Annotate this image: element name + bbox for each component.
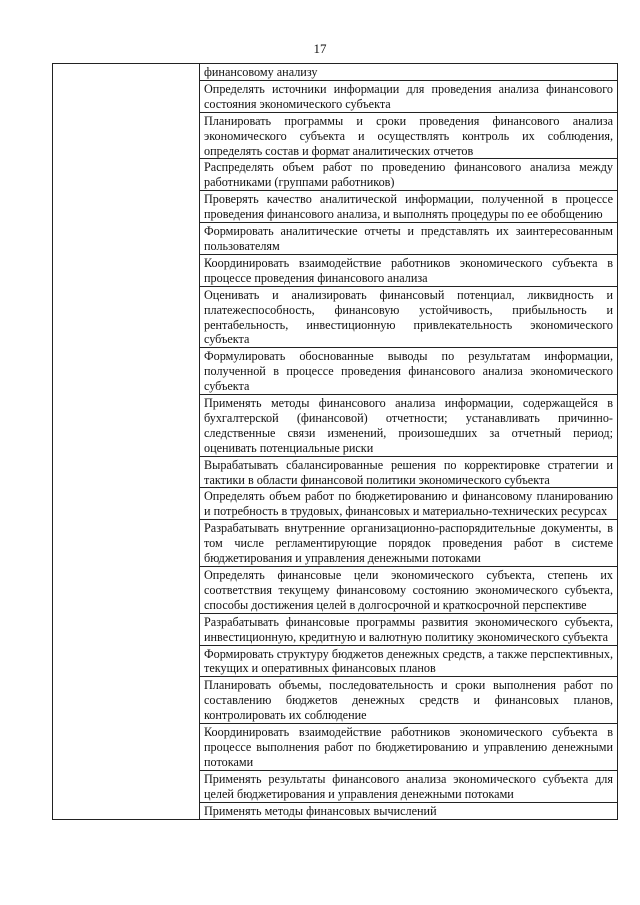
table-cell	[200, 520, 618, 567]
row-text: Определять источники информации для проведения анализа финансового состояния экономического субъекта	[204, 81, 613, 111]
table-cell	[200, 223, 618, 255]
row-text: Координировать взаимодействие работников экономического субъекта в процессе выполнения работ по бюджетированию и управлению денежными потоками	[204, 725, 613, 769]
row-text: Формировать структуру бюджетов денежных средств, а также перспективных, текущих и оперативных финансовых планов	[204, 646, 613, 676]
table-cell	[200, 286, 618, 348]
row-text: Формулировать обоснованные выводы по результатам информации, полученной в процессе проведения финансового анализа экономического субъекта	[204, 349, 613, 394]
table-cell	[200, 395, 618, 457]
row-text: Оценивать и анализировать финансовый потенциал, ликвидность и платежеспособность, финансовую устойчивость, прибыльность и рентабельность, инвестиционную привлекательность экономического субъекта	[204, 287, 613, 347]
table-cell	[200, 64, 618, 81]
table-cell	[200, 488, 618, 520]
table-cell	[200, 724, 618, 771]
row-text: Проверять качество аналитической информации, полученной в процессе проведения финансового анализа, и выполнять процедуры по ее обобщению	[204, 192, 613, 222]
table-cell	[200, 159, 618, 191]
row-text: Формировать аналитические отчеты и представлять их заинтересованным пользователям	[204, 224, 613, 253]
left-column-cell	[53, 64, 200, 820]
row-text: Координировать взаимодействие работников экономического субъекта в процессе проведения финансового анализа	[204, 255, 613, 285]
row-text: финансовому анализу	[204, 65, 318, 79]
table-cell	[200, 802, 618, 819]
row-text: Определять объем работ по бюджетированию и финансовому планированию и потребность в трудовых, финансовых и материально-технических ресурсах	[204, 489, 613, 519]
row-text: Определять финансовые цели экономического субъекта, степень их соответствия текущему финансовому состоянию экономического субъекта, способы достижения целей в долгосрочной и краткосрочной перспективе	[204, 568, 613, 612]
row-text: Распределять объем работ по проведению финансового анализа между работниками (группами работников)	[204, 160, 613, 190]
row-text: Применять методы финансовых вычислений	[204, 803, 437, 818]
table-cell	[200, 645, 618, 677]
row-text: Применять результаты финансового анализа экономического субъекта для целей бюджетирования и управления денежными потоками	[204, 771, 613, 801]
table-row	[53, 64, 618, 81]
table-cell	[200, 254, 618, 286]
table-cell	[200, 567, 618, 614]
row-text: Разрабатывать финансовые программы развития экономического субъекта, инвестиционную, кредитную и валютную политику экономического субъекта	[204, 614, 613, 644]
table-cell	[200, 80, 618, 112]
table-cell	[200, 348, 618, 395]
row-text: Планировать объемы, последовательность и сроки выполнения работ по составлению бюджетов денежных средств и финансовых планов, контролировать их соблюдение	[204, 678, 613, 723]
skills-table	[52, 63, 618, 820]
table-cell	[200, 191, 618, 223]
row-text: Разрабатывать внутренние организационно-распорядительные документы, в том числе регламентирующие порядок проведения работ в системе бюджетирования и управления денежными потоками	[204, 521, 613, 566]
row-text: Применять методы финансового анализа информации, содержащейся в бухгалтерской (финансовой) отчетности; устанавливать причинно-следственные связи изменений, произошедших за отчетный период; оценивать потенциальные риски	[204, 396, 613, 455]
table-cell	[200, 456, 618, 488]
table-cell	[200, 613, 618, 645]
row-text: Вырабатывать сбалансированные решения по корректировке стратегии и тактики в области финансовой политики экономического субъекта	[204, 457, 613, 487]
table-cell	[200, 770, 618, 802]
page-number: 17	[313, 41, 327, 56]
table-cell	[200, 112, 618, 159]
table-cell	[200, 677, 618, 724]
row-text: Планировать программы и сроки проведения финансового анализа экономического субъекта и осуществлять контроль их соблюдения, определять состав и формат аналитических отчетов	[204, 113, 613, 158]
